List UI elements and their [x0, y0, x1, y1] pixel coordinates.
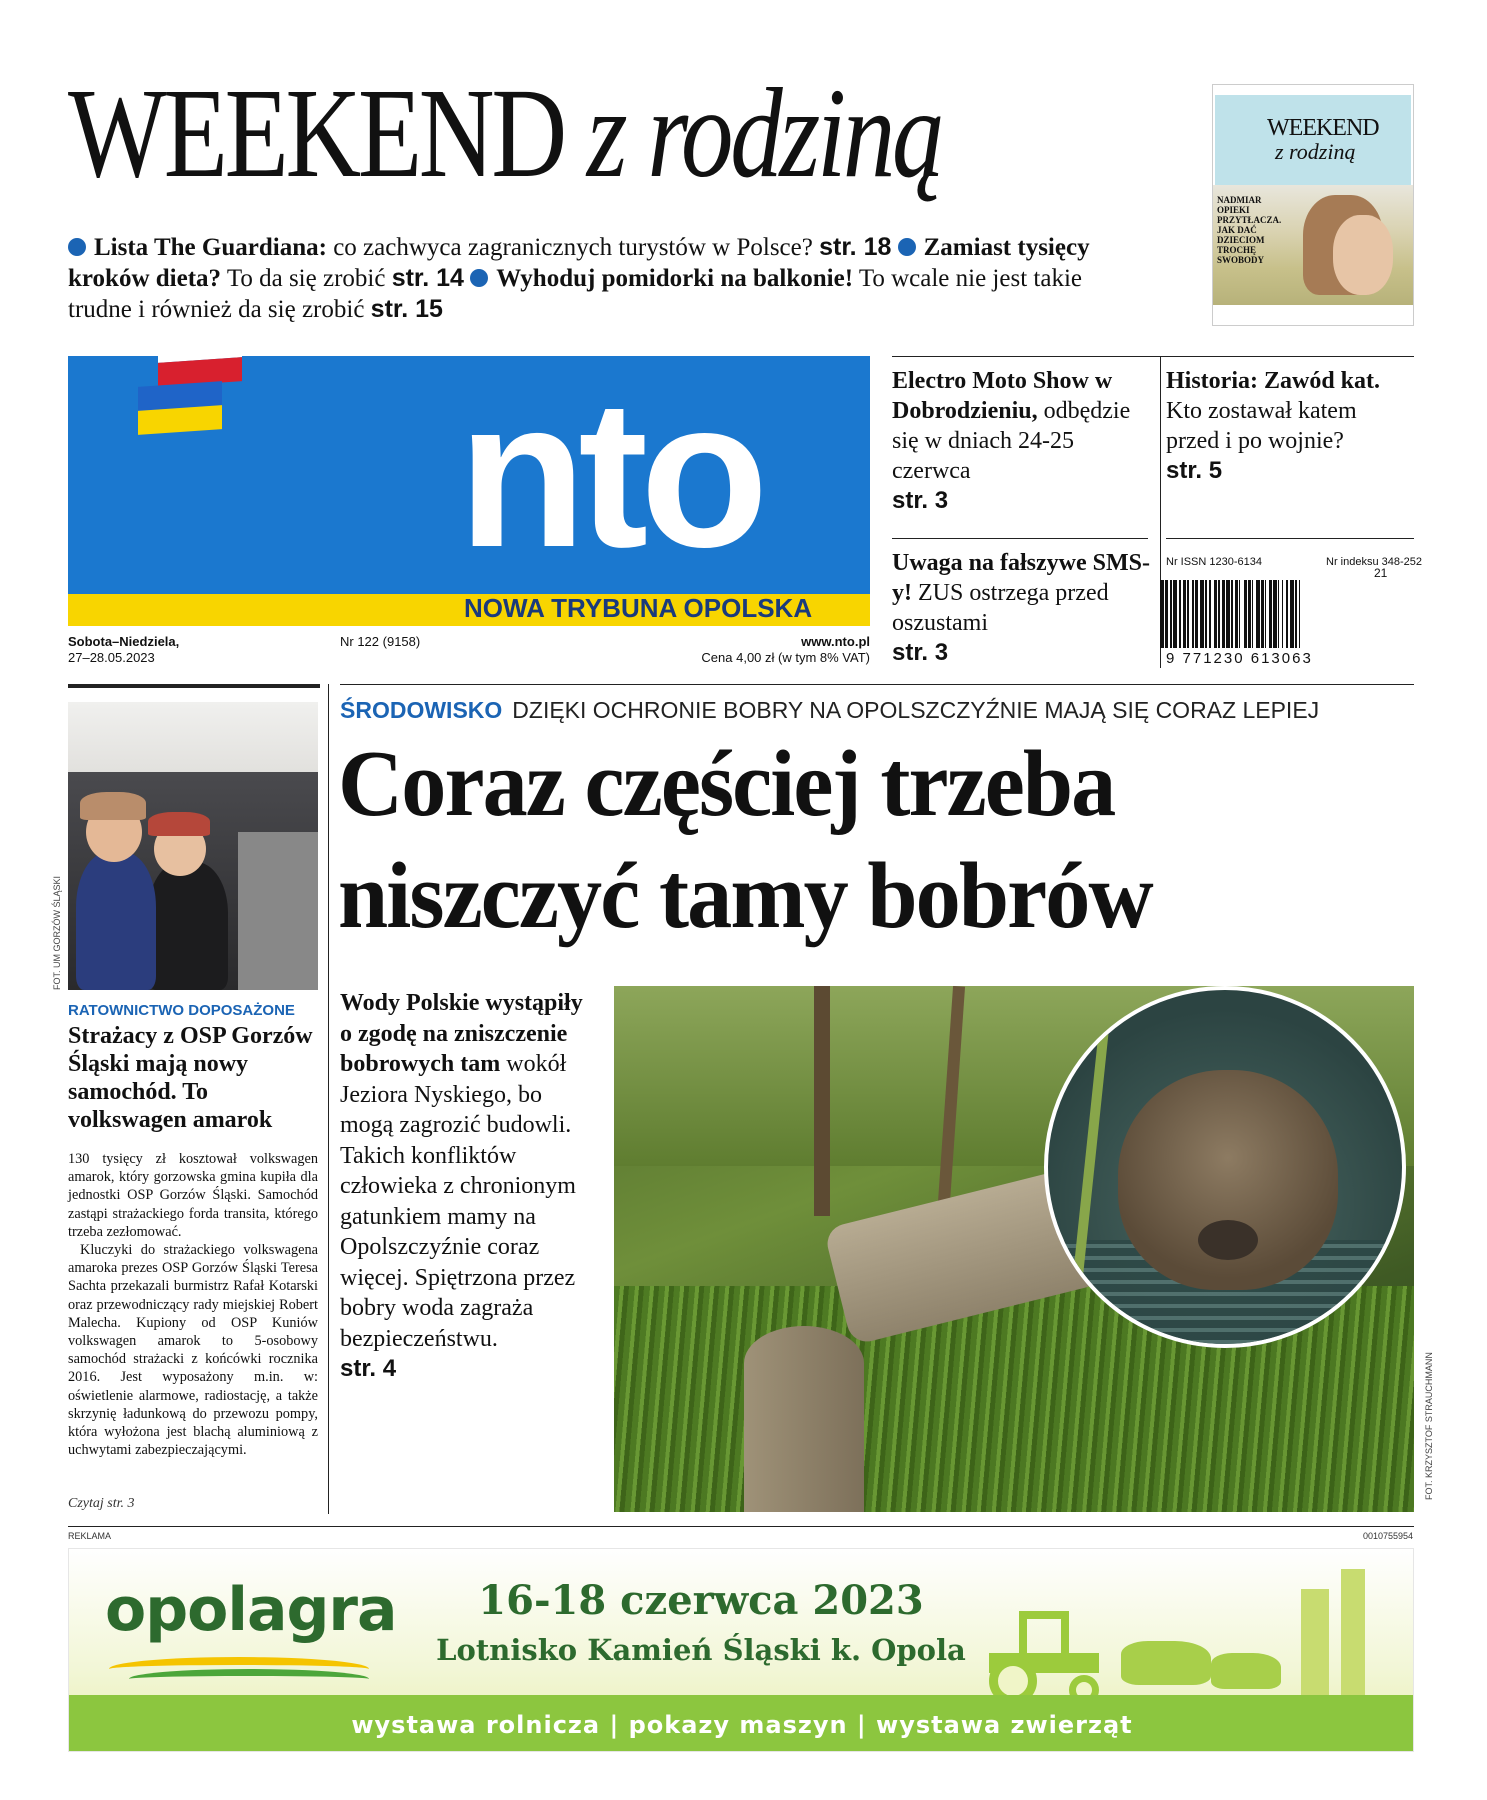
teaser-text: To da się zrobić: [221, 265, 392, 292]
side-story[interactable]: [892, 366, 1154, 516]
lede-bold: Wody Polskie wystąpiły o zgodę na zniszczenie bobrowych tam: [340, 990, 583, 1077]
main-photo-credit: FOT. KRZYSZTOF STRAUCHMANN: [1424, 1352, 1434, 1500]
left-story-headline[interactable]: Strażacy z OSP Gorzów Śląski mają nowy samochód. To volkswagen amarok: [68, 1023, 313, 1133]
bullet-icon: [68, 238, 86, 256]
teaser-page-link[interactable]: str. 14: [391, 264, 464, 292]
ad-place: Lotnisko Kamień Śląski k. Opola: [436, 1633, 966, 1667]
side-story-page[interactable]: str. 3: [892, 639, 949, 666]
weekend-title: [68, 58, 941, 208]
ad-label: REKLAMA: [68, 1531, 112, 1541]
issn-number: Nr ISSN 1230-6134: [1166, 556, 1262, 568]
supplement-cover-subtitle: z rodziną: [1275, 139, 1356, 164]
beaver-photo: [614, 986, 1414, 1512]
poland-flag-icon: [158, 333, 242, 387]
main-headline-line: Coraz częściej trzeba: [338, 732, 1115, 836]
logo-swoosh: [129, 1669, 369, 1689]
side-story-title: Uwaga na fałszywe SMS-y!: [892, 550, 1150, 606]
supplement-cover-header: [1215, 95, 1411, 185]
teaser-text: To wcale nie jest takie trudne i również da się zrobić: [68, 265, 1082, 323]
main-story-kicker: [340, 697, 1319, 724]
main-headline[interactable]: [338, 728, 1394, 952]
kicker-text: DZIĘKI OCHRONIE BOBRY NA OPOLSZCZYŹNIE MAJĄ SIĘ CORAZ LEPIEJ: [512, 697, 1320, 723]
side-story-text: ZUS ostrzega przed oszustami: [892, 580, 1109, 636]
side-story[interactable]: [1166, 366, 1414, 486]
teaser-page-link[interactable]: str. 18: [819, 233, 892, 261]
left-story-kicker: RATOWNICTWO DOPOSAŻONE: [68, 1002, 295, 1019]
tractor-icon: [989, 1611, 1099, 1697]
side-story-page[interactable]: str. 5: [1166, 457, 1223, 484]
section-label: ŚRODOWISKO: [340, 697, 503, 723]
main-headline-line: niszczyć tamy bobrów: [338, 844, 1152, 948]
index-number: Nr indeksu 348-252: [1326, 556, 1423, 568]
barcode: [1160, 580, 1410, 648]
barcode-number: 9 771230 613063: [1166, 650, 1313, 667]
teaser-page-link[interactable]: str. 15: [370, 295, 443, 323]
side-story-text: Kto zostawał katem przed i po wojnie?: [1166, 398, 1357, 454]
teaser-title: Zamiast tysięcy kroków dieta?: [68, 234, 1090, 292]
masthead-logo: nto: [458, 356, 761, 591]
main-story-page[interactable]: str. 4: [340, 1355, 397, 1382]
weekend-title-word: WEEKEND: [68, 62, 564, 204]
barcode-addon: 21: [1374, 566, 1388, 580]
issue-info: [68, 634, 870, 670]
weekend-title-italic: z rodziną: [586, 62, 942, 204]
left-story-paragraph: Kluczyki do strażackiego volkswagena amaroka prezes OSP Gorzów Śląski Teresa Sachta przekazali burmistrz Rafał Kotarski oraz przewodniczący rady miejskiej Robert Malecha. Kupiony od OSP Kuniów volkswagen amarok to 5-osobowy samochód strażacki z końcówki rocznika 2016. Jest wyposażony m.in. w: oświetlenie alarmowe, radiostację, a także skrzynię ładunkową do przewozu pompy, która wyłożona jest blachą aluminiową z uchwytami zabezpieczającymi.: [68, 1242, 318, 1459]
silo-icon: [1341, 1569, 1365, 1699]
issue-price: Cena 4,00 zł (w tym 8% VAT): [701, 650, 870, 665]
side-story-title: Electro Moto Show w Dobrodzieniu,: [892, 368, 1113, 424]
supplement-cover-headline: NADMIAR OPIEKI PRZYTŁACZA. JAK DAĆ DZIECIOM TROCHĘ SWOBODY: [1217, 195, 1282, 265]
silo-icon: [1301, 1589, 1329, 1699]
ad-bar-text: wystawa rolnicza | pokazy maszyn | wystawa zwierząt: [351, 1711, 1133, 1739]
website-link[interactable]: www.nto.pl: [801, 634, 870, 649]
left-story-body: [68, 1150, 318, 1459]
supplement-cover-thumbnail[interactable]: [1212, 84, 1414, 326]
supplement-cover-title: WEEKEND: [1267, 115, 1379, 141]
issue-date: 27–28.05.2023: [68, 650, 155, 665]
teaser-title: Lista The Guardiana:: [94, 234, 327, 261]
teaser-title: Wyhoduj pomidorki na balkonie!: [496, 265, 854, 292]
ad-code: 0010755954: [1363, 1531, 1414, 1541]
ad-brand-logo: opolagra: [105, 1575, 397, 1645]
left-story-page-ref[interactable]: Czytaj str. 3: [68, 1496, 135, 1511]
cow-icon: [1121, 1641, 1211, 1685]
weekend-teasers: [68, 232, 1148, 325]
bullet-icon: [470, 269, 488, 287]
firefighters-photo: [68, 702, 318, 990]
cow-icon: [1211, 1653, 1281, 1689]
barcode-stripe: [1300, 580, 1303, 648]
side-story[interactable]: [892, 548, 1154, 668]
lede-text: wokół Jeziora Nyskiego, bo mogą zagrozić budowli. Takich konfliktów człowieka z chronionym gatunkiem mamy na Opolszczyźnie coraz więcej. Spiętrzona przez bobry woda zagraża bezpieczeństwu.: [340, 1051, 576, 1352]
teaser-text: co zachwyca zagranicznych turystów w Polsce?: [326, 234, 820, 261]
side-story-text: odbędzie się w dniach 24-25 czerwca: [892, 398, 1131, 484]
photo-figure: [1333, 215, 1393, 295]
side-story-page[interactable]: str. 3: [892, 487, 949, 514]
main-story-lede: [340, 988, 590, 1385]
tree-stump: [744, 1326, 864, 1512]
ad-date: 16-18 czerwca 2023: [478, 1577, 924, 1624]
issue-day: Sobota–Niedziela,: [68, 634, 180, 649]
bullet-icon: [898, 238, 916, 256]
ukraine-flag-icon: [138, 381, 222, 435]
beaver-inset: [1044, 986, 1406, 1348]
masthead-tagline: NOWA TRYBUNA OPOLSKA: [464, 593, 813, 623]
left-photo-credit: FOT. UM GORZÓW ŚLĄSKI: [52, 875, 62, 990]
issue-number: Nr 122 (9158): [340, 634, 421, 649]
side-story-title: Historia: Zawód kat.: [1166, 368, 1381, 394]
left-story-paragraph: 130 tysięcy zł kosztował volkswagen amarok, który gorzowska gmina kupiła dla jednostki OSP Gorzów Śląski. Samochód zastąpi strażackiego forda transita, którego trzeba zezłomować.: [68, 1151, 318, 1240]
opolagra-advertisement[interactable]: [68, 1548, 1414, 1752]
